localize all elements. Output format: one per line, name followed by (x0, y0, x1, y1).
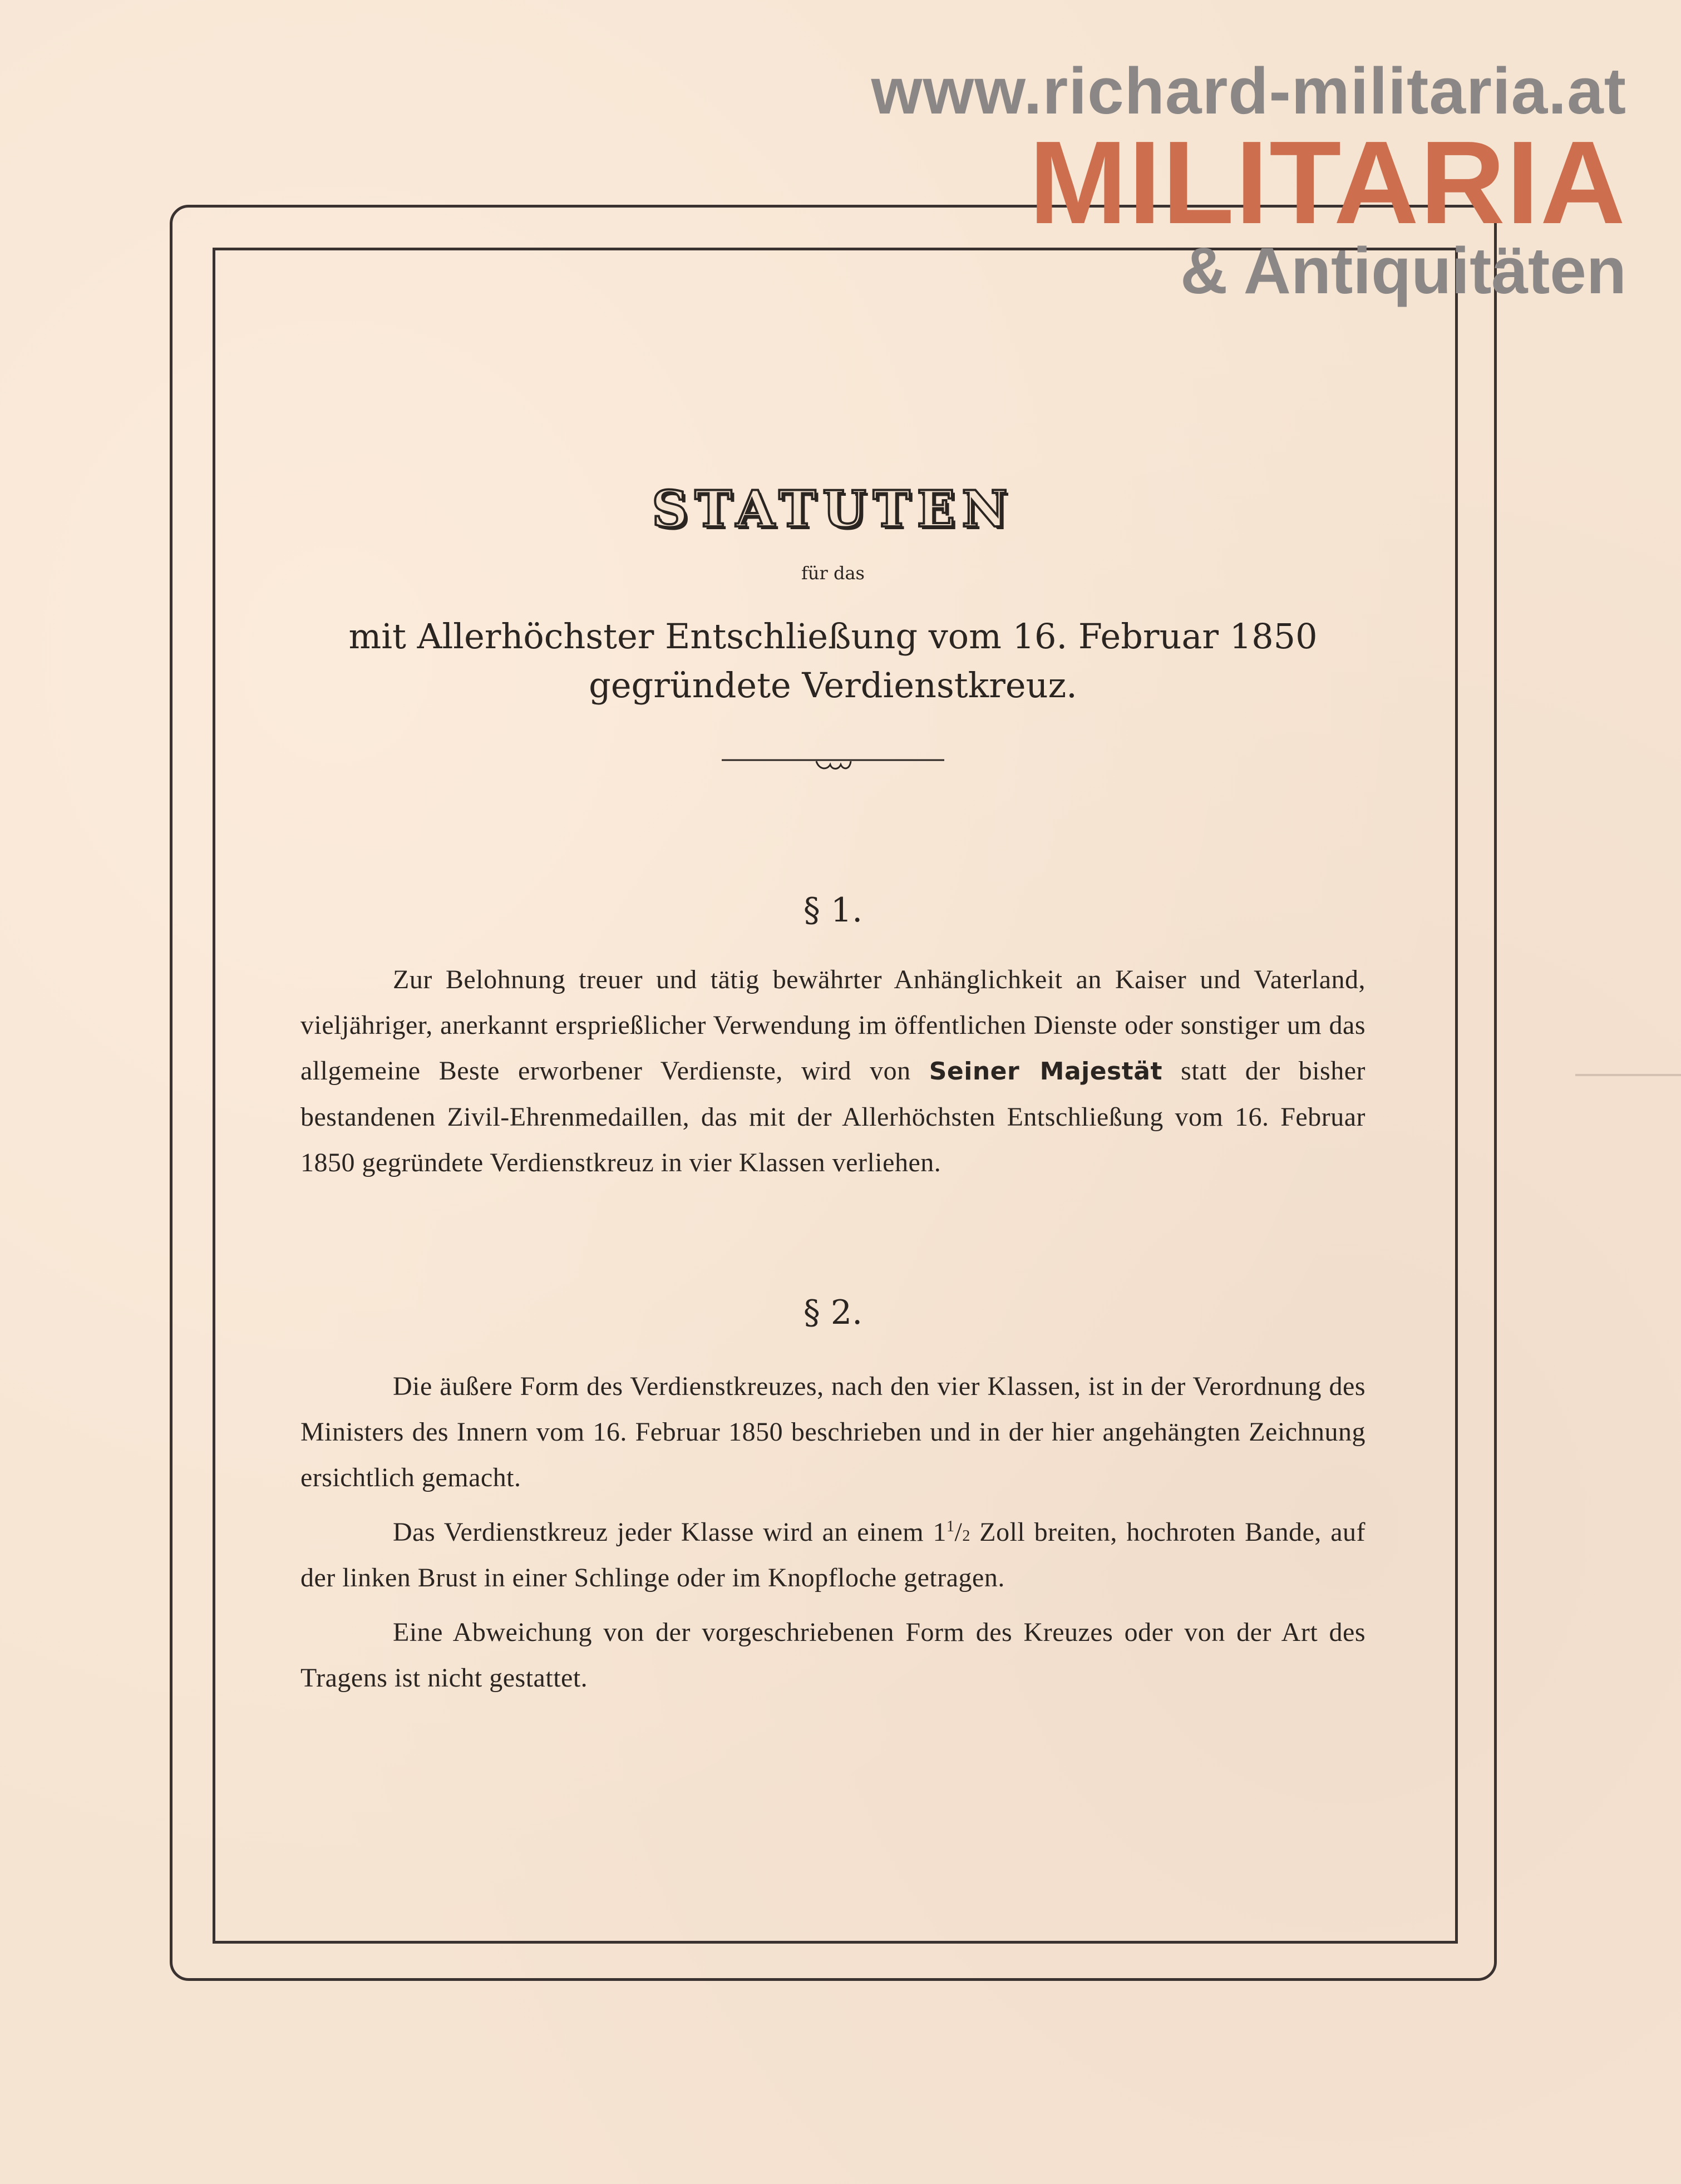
subtitle-line-2: gegründete Verdienstkreuz. (589, 665, 1077, 706)
section-1-emphasis: Seiner Majestät (929, 1057, 1163, 1086)
section-2-paragraph-1: Die äußere Form des Verdienstkreuzes, nach den vier Klassen, ist in der Verordnung des Ministers des Innern vom 16. Februar 1850 beschrieben und in der hier angehängten Zeichnung ersichtlich gemacht. (300, 1372, 1365, 1492)
section-1-text-part2: statt der bisher bestandenen Zivil-Ehrenmedaillen, das mit der Allerhöchsten Entschließung vom 16. Februar 1850 gegründete Verdienstkreuz in vier Klassen verliehen. (300, 1056, 1366, 1177)
document-title: STATUTEN (652, 480, 1014, 539)
section-2-heading: § 2. (803, 1293, 863, 1332)
watermark (781, 55, 1626, 308)
section-2-paragraph-3: Eine Abweichung von der vorgeschriebenen Form des Kreuzes oder von der Art des Tragens ist nicht gestattet. (300, 1618, 1365, 1693)
fraction-separator: / (954, 1517, 963, 1547)
watermark-url: www.richard-militaria.at (871, 55, 1626, 128)
section-1-heading: § 1. (803, 891, 863, 930)
fraction-numerator: 1 (947, 1518, 955, 1535)
watermark-brand: MILITARIA (1029, 116, 1626, 248)
section-2-p2-part1: Das Verdienstkreuz jeder Klasse wird an einem 1 (393, 1517, 947, 1547)
section-1-text-part1: Zur Belohnung treuer und tätig bewährter Anhänglichkeit an Kaiser und Vaterland, vieljähriger, anerkannt ersprießlicher Verwendung im öffentlichen Dienste oder sonstiger um das allgemeine Beste erworbener Verdienste, wird von (300, 965, 1365, 1086)
subtitle-small: für das (801, 563, 865, 584)
section-1-paragraph (300, 957, 1365, 1186)
document-subtitle (300, 612, 1365, 710)
paper-crease (1575, 1074, 1681, 1076)
document-body (300, 479, 1365, 1701)
section-2-p2-part2: Zoll breiten, hochroten Bande, auf der linken Brust in einer Schlinge oder im Knopfloche getragen. (300, 1517, 1365, 1593)
subtitle-line-1: mit Allerhöchster Entschließung vom 16. Februar 1850 (348, 616, 1318, 657)
watermark-tagline: & Antiquitäten (1180, 234, 1626, 308)
ornament-divider-icon (722, 753, 944, 776)
fraction-denominator: 2 (962, 1527, 970, 1545)
section-2-paragraph-2 (300, 1510, 1365, 1601)
